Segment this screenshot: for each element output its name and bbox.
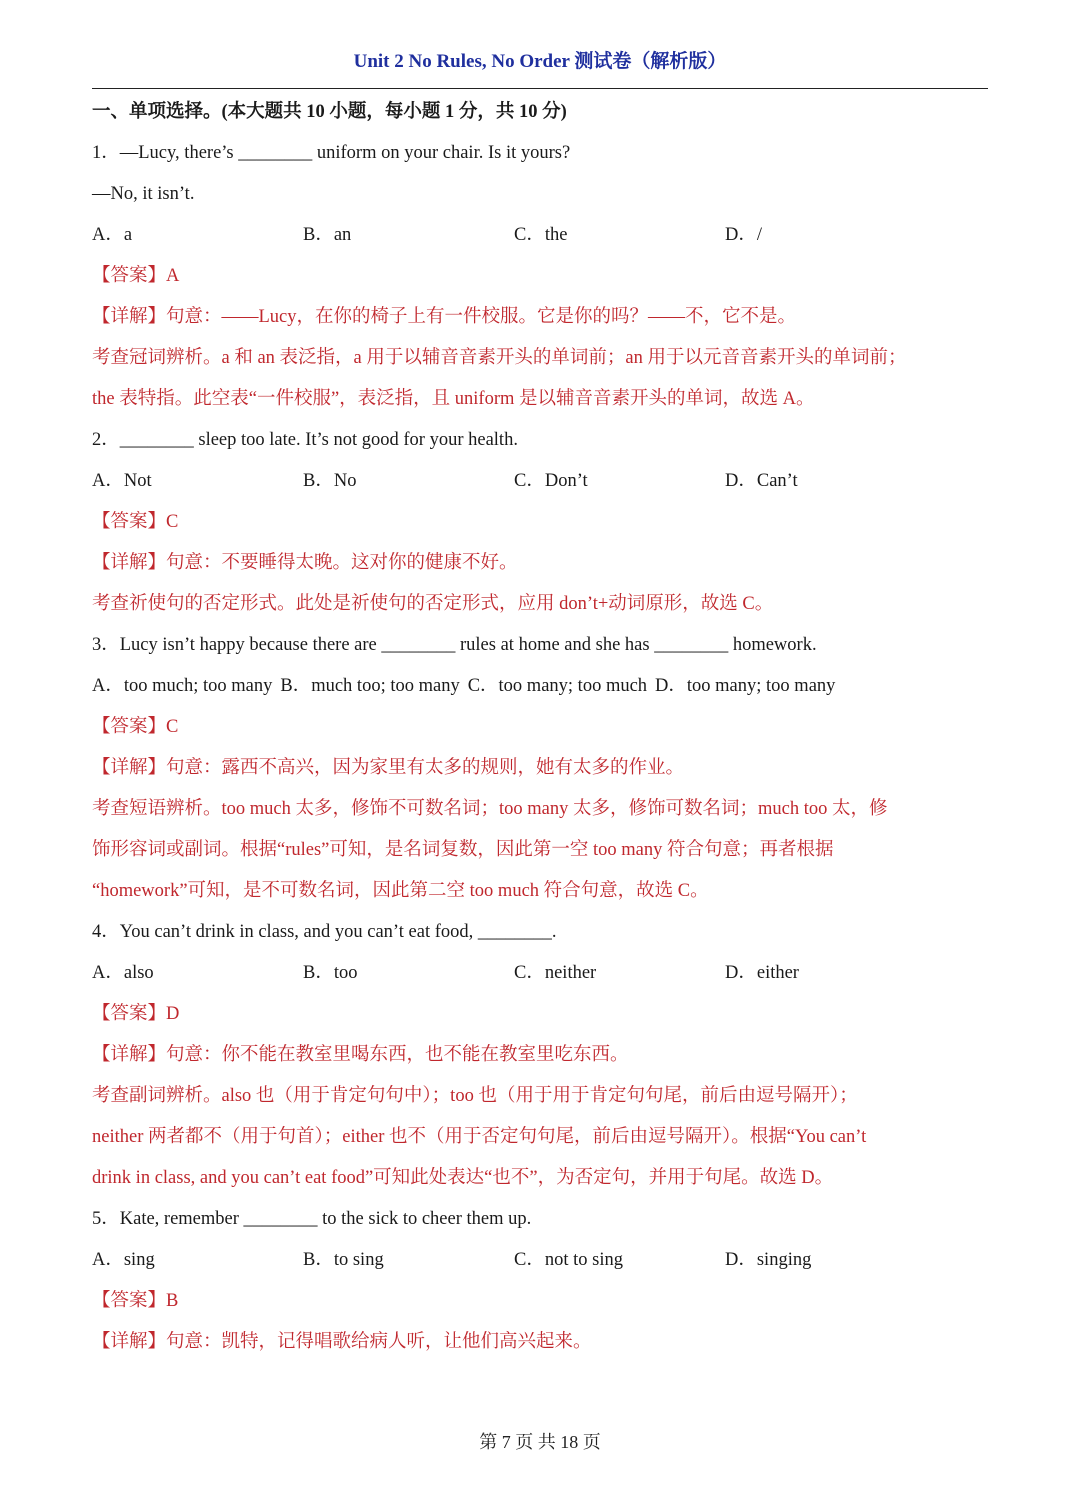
- page-title: Unit 2 No Rules, No Order 测试卷（解析版）: [353, 51, 727, 72]
- question-2-stem: 2．________ sleep too late. It’s not good for your health.: [92, 430, 518, 450]
- header-divider: [92, 88, 988, 89]
- question-1-explanation-line: the 表特指。此空表“一件校服”，表泛指，且 uniform 是以辅音音素开头的单词，故选 A。: [92, 389, 815, 409]
- option-d: D．too many; too many: [655, 676, 836, 696]
- question-2-answer: 【答案】C: [92, 512, 179, 532]
- option-d: D．/: [725, 225, 763, 245]
- question-4-explanation-line: drink in class, and you can’t eat food”可知此处表达“也不”，为否定句，并用于句尾。故选 D。: [92, 1168, 834, 1188]
- option-d: D．either: [725, 963, 799, 983]
- question-3-explanation-line: 饰形容词或副词。根据“rules”可知，是名词复数，因此第一空 too many 符合句意；再者根据: [92, 840, 834, 860]
- question-4-explanation-line: neither 两者都不（用于句首）；either 也不（用于否定句句尾，前后由逗号隔开）。根据“You can’t: [92, 1127, 867, 1147]
- question-3-explanation-line: 【详解】句意：露西不高兴，因为家里有太多的规则，她有太多的作业。: [92, 758, 685, 778]
- option-b: B．too: [303, 963, 358, 983]
- question-1-options: [92, 215, 992, 256]
- question-1-explanation-line: 考查冠词辨析。a 和 an 表泛指，a 用于以辅音音素开头的单词前；an 用于以元音音素开头的单词前；: [92, 348, 907, 368]
- question-1-stem: 1．—Lucy, there’s ________ uniform on your chair. Is it yours?: [92, 143, 571, 163]
- question-5-stem: 5．Kate, remember ________ to the sick to cheer them up.: [92, 1209, 532, 1229]
- question-3-stem: 3．Lucy isn’t happy because there are ________ rules at home and she has ________ homework.: [92, 635, 817, 655]
- option-c: C．too many; too much: [467, 676, 648, 696]
- section-title: 一、单项选择。(本大题共 10 小题，每小题 1 分，共 10 分): [92, 102, 567, 122]
- option-a: A．a: [92, 225, 133, 245]
- option-c: C．not to sing: [514, 1250, 623, 1270]
- option-b: B．much too; too many: [280, 676, 460, 696]
- option-b: B．to sing: [303, 1250, 384, 1270]
- question-5-options: [92, 1240, 992, 1281]
- document-body: [92, 92, 992, 1363]
- question-4-stem: 4．You can’t drink in class, and you can’t eat food, ________.: [92, 922, 557, 942]
- option-a: A．also: [92, 963, 154, 983]
- option-d: D．singing: [725, 1250, 812, 1270]
- question-5-answer: 【答案】B: [92, 1291, 179, 1311]
- option-b: B．No: [303, 471, 357, 491]
- question-4-answer: 【答案】D: [92, 1004, 180, 1024]
- question-4-explanation-line: 考查副词辨析。also 也（用于肯定句句中）；too 也（用于用于肯定句句尾，前后由逗号隔开）；: [92, 1086, 858, 1106]
- option-c: C．neither: [514, 963, 597, 983]
- question-1-answer: 【答案】A: [92, 266, 180, 286]
- option-c: C．Don’t: [514, 471, 588, 491]
- option-c: C．the: [514, 225, 568, 245]
- option-a: A．sing: [92, 1250, 155, 1270]
- option-a: A．too much; too many: [92, 676, 273, 696]
- question-2-explanation-line: 考查祈使句的否定形式。此处是祈使句的否定形式，应用 don’t+动词原形，故选 C。: [92, 594, 774, 614]
- question-1-explanation-line: 【详解】句意：——Lucy，在你的椅子上有一件校服。它是你的吗？——不，它不是。: [92, 307, 797, 327]
- option-a: A．Not: [92, 471, 152, 491]
- question-1-reply: —No, it isn’t.: [92, 184, 195, 204]
- question-2-options: [92, 461, 992, 502]
- question-2-explanation-line: 【详解】句意：不要睡得太晚。这对你的健康不好。: [92, 553, 518, 573]
- question-4-options: [92, 953, 992, 994]
- question-5-explanation-line: 【详解】句意：凯特，记得唱歌给病人听，让他们高兴起来。: [92, 1332, 592, 1352]
- question-3-options: [92, 666, 992, 707]
- page-number: 第 7 页 共 18 页: [479, 1432, 601, 1452]
- question-3-explanation-line: 考查短语辨析。too much 太多，修饰不可数名词；too many 太多，修饰可数名词；much too 太，修: [92, 799, 888, 819]
- question-3-answer: 【答案】C: [92, 717, 179, 737]
- option-d: D．Can’t: [725, 471, 798, 491]
- option-b: B．an: [303, 225, 352, 245]
- question-3-explanation-line: “homework”可知，是不可数名词，因此第二空 too much 符合句意，故选 C。: [92, 881, 709, 901]
- question-4-explanation-line: 【详解】句意：你不能在教室里喝东西，也不能在教室里吃东西。: [92, 1045, 629, 1065]
